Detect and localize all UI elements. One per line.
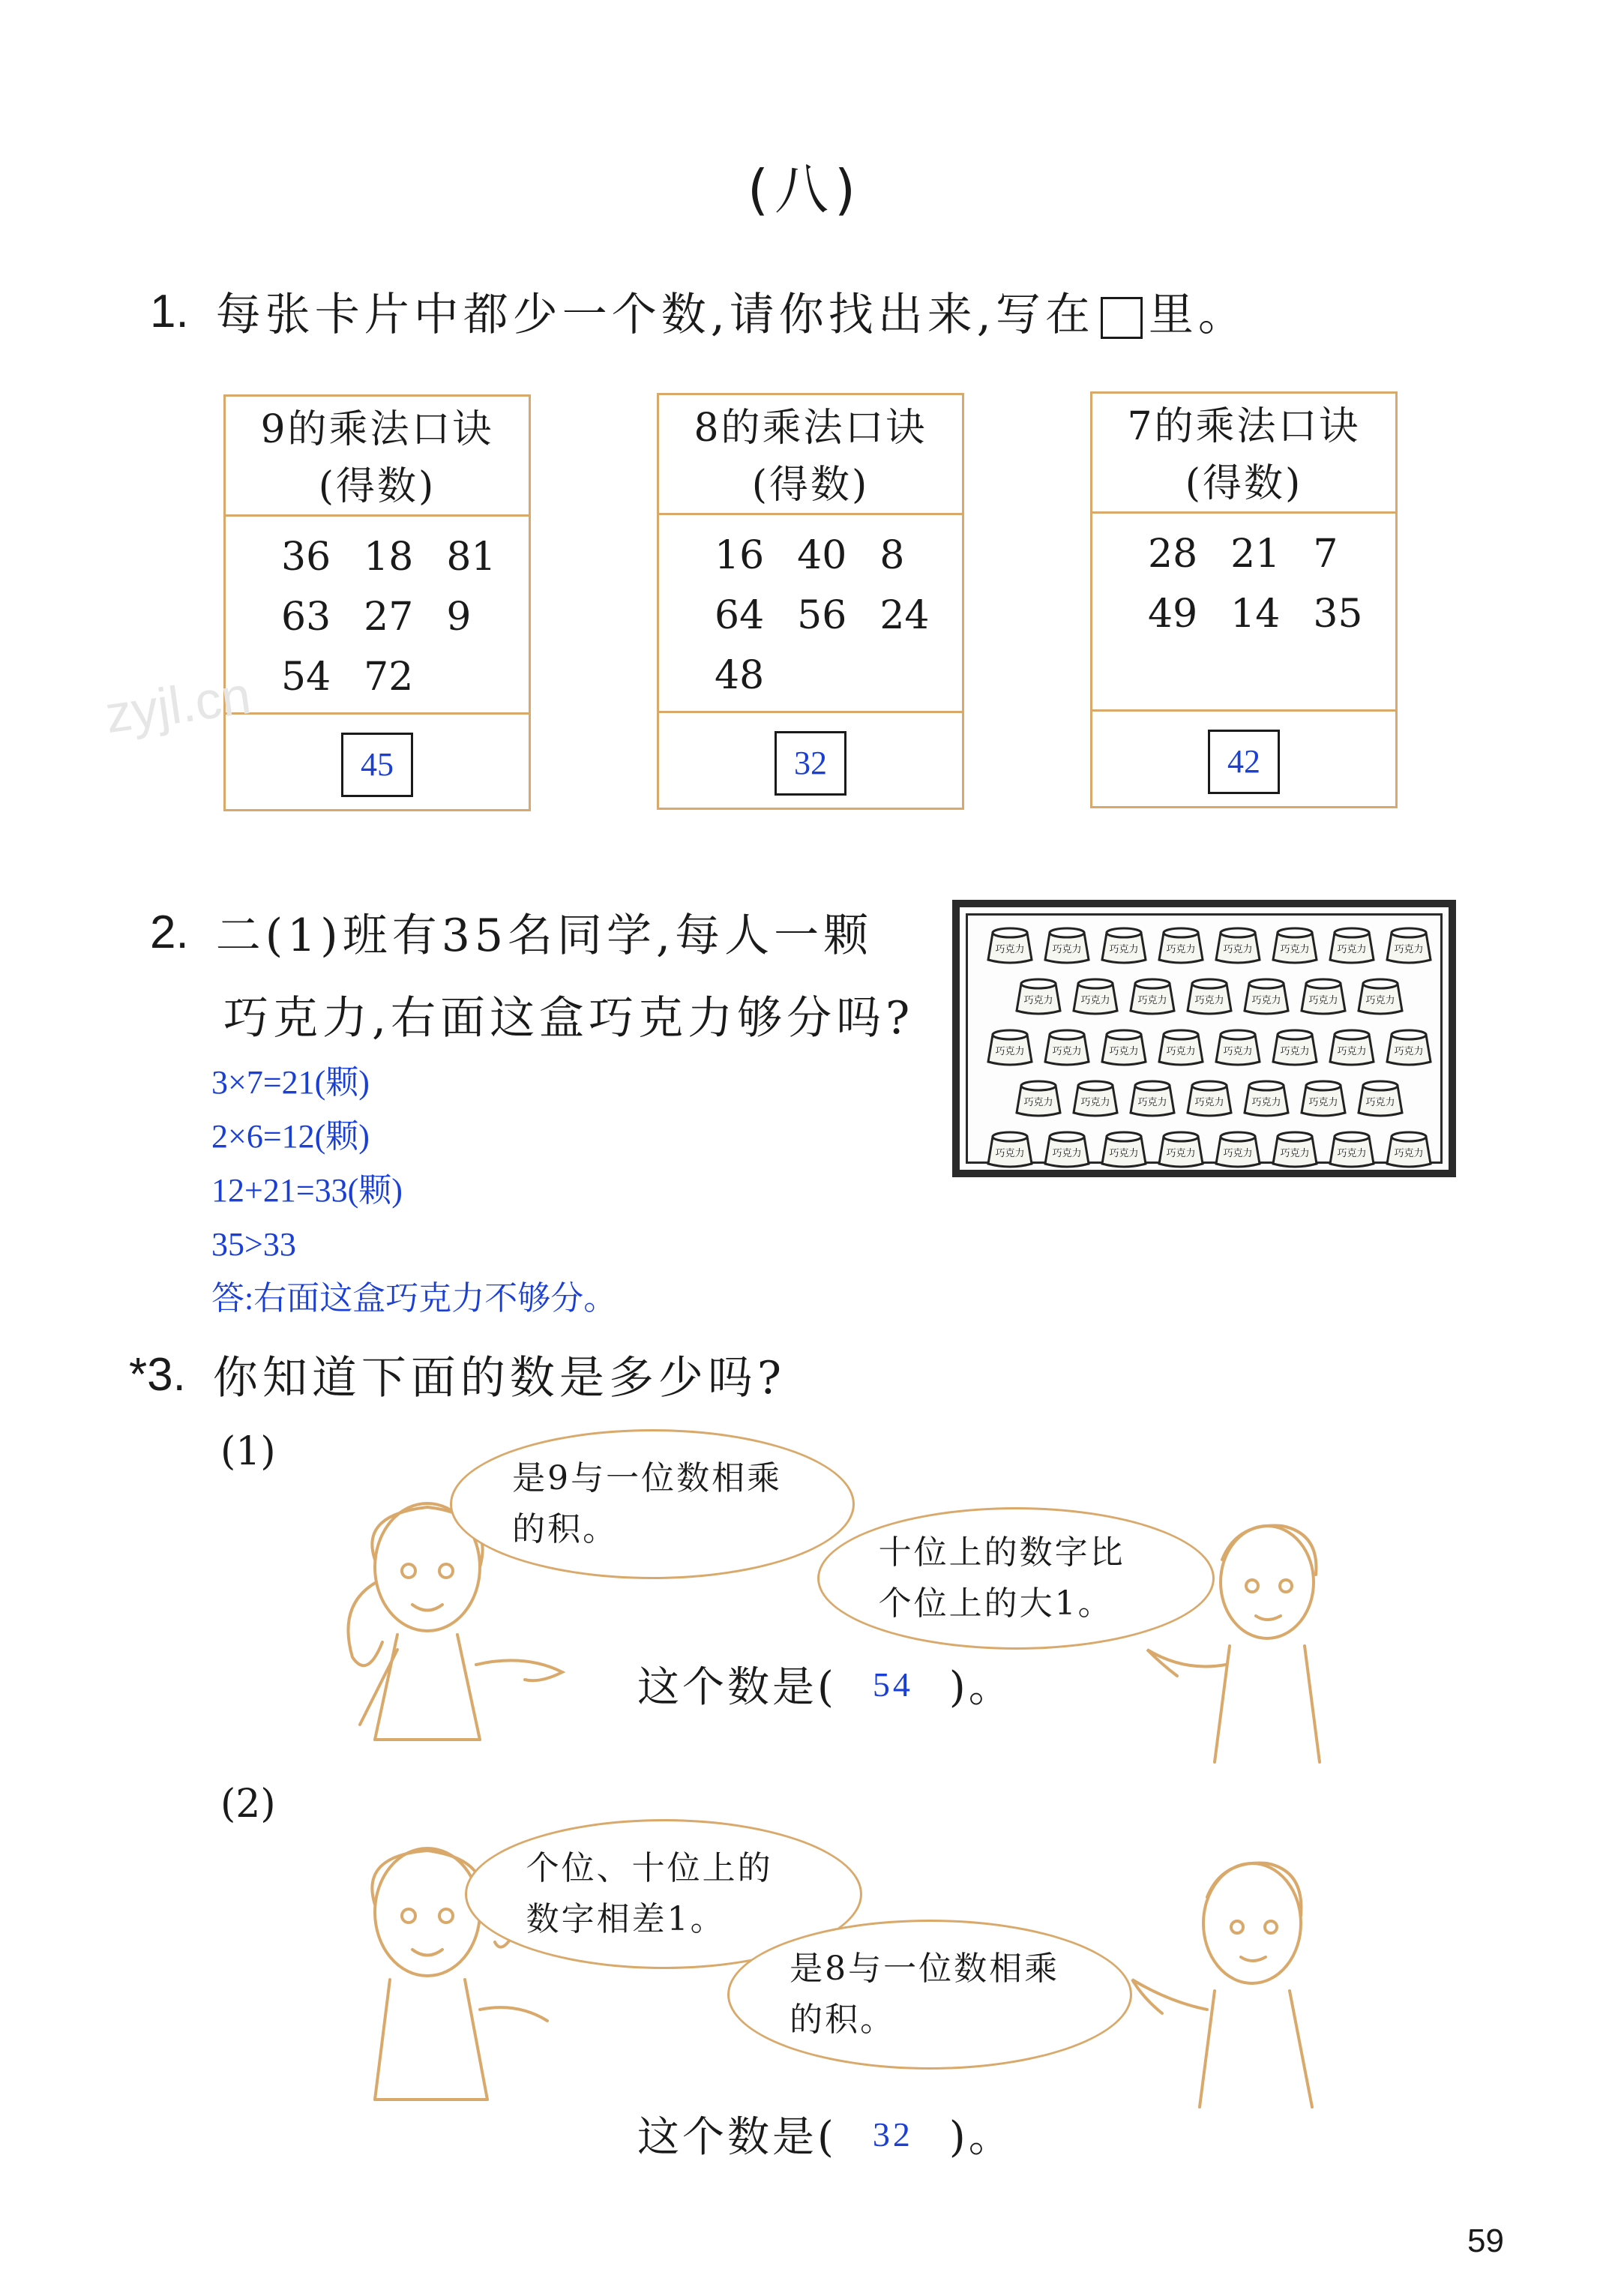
chocolate-label: 巧克力 <box>1166 944 1196 955</box>
chocolate-piece-icon <box>1215 1128 1261 1170</box>
card-head-sub: (得数) <box>751 463 870 508</box>
chocolate-piece-icon <box>987 1128 1033 1170</box>
card-num: 49 <box>1148 592 1198 637</box>
question-1-number: 1. <box>150 285 189 337</box>
card-head <box>1092 394 1395 514</box>
chocolate-label: 巧克力 <box>1337 944 1367 955</box>
chocolate-label: 巧克力 <box>1166 1148 1196 1159</box>
chocolate-label: 巧克力 <box>1137 995 1167 1006</box>
chocolate-label: 巧克力 <box>1194 1097 1224 1108</box>
chocolate-piece-icon <box>1329 924 1375 966</box>
chocolate-label: 巧克力 <box>1308 1097 1338 1108</box>
speech-bubble-boy-2 <box>727 1920 1132 2070</box>
chocolate-piece-icon <box>1044 1128 1090 1170</box>
chocolate-piece-icon <box>1272 1026 1318 1068</box>
solution-line: 3×7=21(颗) <box>211 1064 370 1101</box>
chocolate-label: 巧克力 <box>995 1148 1025 1159</box>
speech-bubble-girl-1 <box>450 1429 855 1579</box>
answer-prefix: 这个数是( <box>637 1663 837 1712</box>
chocolate-label: 巧克力 <box>995 944 1025 955</box>
chocolate-label: 巧克力 <box>1137 1097 1167 1108</box>
chocolate-piece-icon <box>987 924 1033 966</box>
card-num: 54 <box>281 655 331 700</box>
chocolate-piece-icon <box>1072 1077 1119 1119</box>
card-numbers <box>1092 514 1395 712</box>
card-head-sub: (得数) <box>1185 461 1303 506</box>
chocolate-piece-icon <box>1072 975 1119 1017</box>
chocolate-label: 巧克力 <box>1109 1046 1139 1057</box>
card-num: 9 <box>446 595 472 640</box>
part-1-answer-line <box>637 1654 1014 1714</box>
solution-line: 12+21=33(颗) <box>211 1172 403 1209</box>
chocolate-label: 巧克力 <box>1166 1046 1196 1057</box>
question-2-text-line1: 二(1)班有35名同学,每人一颗 <box>215 910 873 962</box>
chocolate-piece-icon <box>1158 924 1204 966</box>
chocolate-piece-icon <box>1272 1128 1318 1170</box>
card-num: 72 <box>364 655 414 700</box>
chocolate-piece-icon <box>1186 1077 1233 1119</box>
card-num: 35 <box>1313 592 1363 637</box>
question-1-text <box>216 279 1248 343</box>
chocolate-label: 巧克力 <box>1365 995 1395 1006</box>
chocolate-piece-icon <box>1015 1077 1062 1119</box>
chocolate-box-illustration <box>952 900 1456 1177</box>
card-head-title: 9的乘法口诀 <box>260 407 494 452</box>
card-num: 24 <box>879 593 930 638</box>
answer-suffix: )。 <box>948 1663 1014 1712</box>
chocolate-piece-icon <box>1129 975 1176 1017</box>
answer-prefix: 这个数是( <box>637 2113 837 2162</box>
card-num: 18 <box>364 535 414 580</box>
chocolate-piece-icon <box>1044 924 1090 966</box>
card-numbers <box>659 515 962 713</box>
part-2-answer-line <box>637 2104 1014 2164</box>
chocolate-label: 巧克力 <box>1394 1046 1424 1057</box>
chocolate-label: 巧克力 <box>1251 995 1281 1006</box>
card-head-sub: (得数) <box>318 464 436 509</box>
chocolate-piece-icon <box>1215 1026 1261 1068</box>
answer-value[interactable]: 54 <box>872 1665 913 1704</box>
chocolate-label: 巧克力 <box>1394 944 1424 955</box>
page-title: (八) <box>747 158 862 221</box>
question-1-text-before: 每张卡片中都少一个数,请你找出来,写在 <box>215 289 1095 341</box>
chocolate-label: 巧克力 <box>1109 1148 1139 1159</box>
chocolate-piece-icon <box>1329 1026 1375 1068</box>
card-num: 16 <box>715 533 765 578</box>
solution-line: 35>33 <box>211 1226 296 1263</box>
card-8-times <box>657 393 964 810</box>
card-answer[interactable]: 45 <box>341 733 413 797</box>
chocolate-label: 巧克力 <box>1251 1097 1281 1108</box>
chocolate-piece-icon <box>1386 1128 1432 1170</box>
card-head <box>226 397 529 517</box>
chocolate-piece-icon <box>1243 975 1290 1017</box>
card-num: 27 <box>364 595 414 640</box>
chocolate-piece-icon <box>987 1026 1033 1068</box>
card-answer[interactable]: 42 <box>1208 730 1280 794</box>
card-num: 81 <box>446 535 496 580</box>
chocolate-piece-icon <box>1357 975 1404 1017</box>
card-head <box>659 395 962 515</box>
chocolate-label: 巧克力 <box>1023 995 1053 1006</box>
chocolate-label: 巧克力 <box>1337 1148 1367 1159</box>
speech-bubble-text: 十位上的数字比个位上的大1。 <box>878 1533 1125 1623</box>
answer-suffix: )。 <box>948 2113 1014 2162</box>
question-2-solution <box>211 1056 616 1326</box>
chocolate-piece-icon <box>1357 1077 1404 1119</box>
speech-bubble-text: 是8与一位数相乘的积。 <box>790 1950 1060 2039</box>
question-2-number: 2. <box>150 906 189 958</box>
answer-box-icon <box>1101 297 1143 339</box>
chocolate-label: 巧克力 <box>1280 944 1310 955</box>
chocolate-piece-icon <box>1329 1128 1375 1170</box>
solution-line: 答:右面这盒巧克力不够分。 <box>211 1280 617 1317</box>
chocolate-grid <box>960 907 1449 1170</box>
part-2-label: (2) <box>220 1782 276 1827</box>
chocolate-label: 巧克力 <box>1194 995 1224 1006</box>
speech-bubble-text: 是9与一位数相乘的积。 <box>512 1459 783 1548</box>
card-num: 64 <box>715 593 765 638</box>
boy-illustration-icon <box>1110 1852 1357 2122</box>
card-num: 63 <box>281 595 331 640</box>
chocolate-label: 巧克力 <box>1394 1148 1424 1159</box>
chocolate-piece-icon <box>1101 1128 1147 1170</box>
question-3-text: 你知道下面的数是多少吗? <box>212 1352 787 1404</box>
card-head-title: 8的乘法口诀 <box>694 406 927 451</box>
card-num: 28 <box>1148 532 1198 577</box>
chocolate-label: 巧克力 <box>1080 1097 1110 1108</box>
question-1-prompt <box>150 279 1248 343</box>
card-num: 40 <box>797 533 847 578</box>
answer-value[interactable]: 32 <box>872 2115 913 2154</box>
question-2-text-line2: 巧克力,右面这盒巧克力够分吗? <box>223 992 915 1045</box>
card-num: 21 <box>1230 532 1281 577</box>
chocolate-label: 巧克力 <box>1365 1097 1395 1108</box>
chocolate-label: 巧克力 <box>1280 1046 1310 1057</box>
card-num: 14 <box>1230 592 1281 637</box>
chocolate-label: 巧克力 <box>1308 995 1338 1006</box>
card-num: 48 <box>715 653 765 698</box>
chocolate-piece-icon <box>1044 1026 1090 1068</box>
card-num: 8 <box>879 533 905 578</box>
chocolate-piece-icon <box>1300 1077 1347 1119</box>
chocolate-piece-icon <box>1101 924 1147 966</box>
speech-bubble-text: 个位、十位上的数字相差1。 <box>526 1849 773 1938</box>
chocolate-piece-icon <box>1158 1128 1204 1170</box>
card-numbers <box>226 517 529 715</box>
card-answer[interactable]: 32 <box>775 731 846 796</box>
chocolate-piece-icon <box>1186 975 1233 1017</box>
chocolate-label: 巧克力 <box>1109 944 1139 955</box>
question-1-text-after: 里。 <box>1148 289 1248 341</box>
question-3-number: *3. <box>129 1348 186 1401</box>
page-number: 59 <box>1467 2223 1504 2259</box>
card-9-times <box>223 394 531 811</box>
part-1-label: (1) <box>220 1429 276 1474</box>
chocolate-piece-icon <box>1215 924 1261 966</box>
question-2-line1 <box>150 900 873 964</box>
chocolate-label: 巧克力 <box>1080 995 1110 1006</box>
chocolate-piece-icon <box>1272 924 1318 966</box>
chocolate-piece-icon <box>1015 975 1062 1017</box>
card-num: 56 <box>797 593 847 638</box>
watermark: zyjl.cn <box>101 665 254 745</box>
solution-line: 2×6=12(颗) <box>211 1118 370 1155</box>
chocolate-piece-icon <box>1386 1026 1432 1068</box>
chocolate-label: 巧克力 <box>1052 944 1082 955</box>
chocolate-label: 巧克力 <box>1223 944 1253 955</box>
card-num: 36 <box>281 535 331 580</box>
chocolate-piece-icon <box>1386 924 1432 966</box>
chocolate-label: 巧克力 <box>1052 1046 1082 1057</box>
chocolate-label: 巧克力 <box>1337 1046 1367 1057</box>
chocolate-piece-icon <box>1101 1026 1147 1068</box>
chocolate-piece-icon <box>1243 1077 1290 1119</box>
card-7-times <box>1090 391 1398 808</box>
boy-illustration-icon <box>1132 1515 1357 1770</box>
chocolate-label: 巧克力 <box>1052 1148 1082 1159</box>
chocolate-label: 巧克力 <box>1223 1148 1253 1159</box>
card-head-title: 7的乘法口诀 <box>1127 404 1361 449</box>
chocolate-label: 巧克力 <box>995 1046 1025 1057</box>
chocolate-label: 巧克力 <box>1280 1148 1310 1159</box>
chocolate-piece-icon <box>1129 1077 1176 1119</box>
chocolate-label: 巧克力 <box>1023 1097 1053 1108</box>
chocolate-label: 巧克力 <box>1223 1046 1253 1057</box>
card-num: 7 <box>1313 532 1338 577</box>
chocolate-piece-icon <box>1158 1026 1204 1068</box>
chocolate-piece-icon <box>1300 975 1347 1017</box>
question-3-prompt <box>129 1342 786 1407</box>
